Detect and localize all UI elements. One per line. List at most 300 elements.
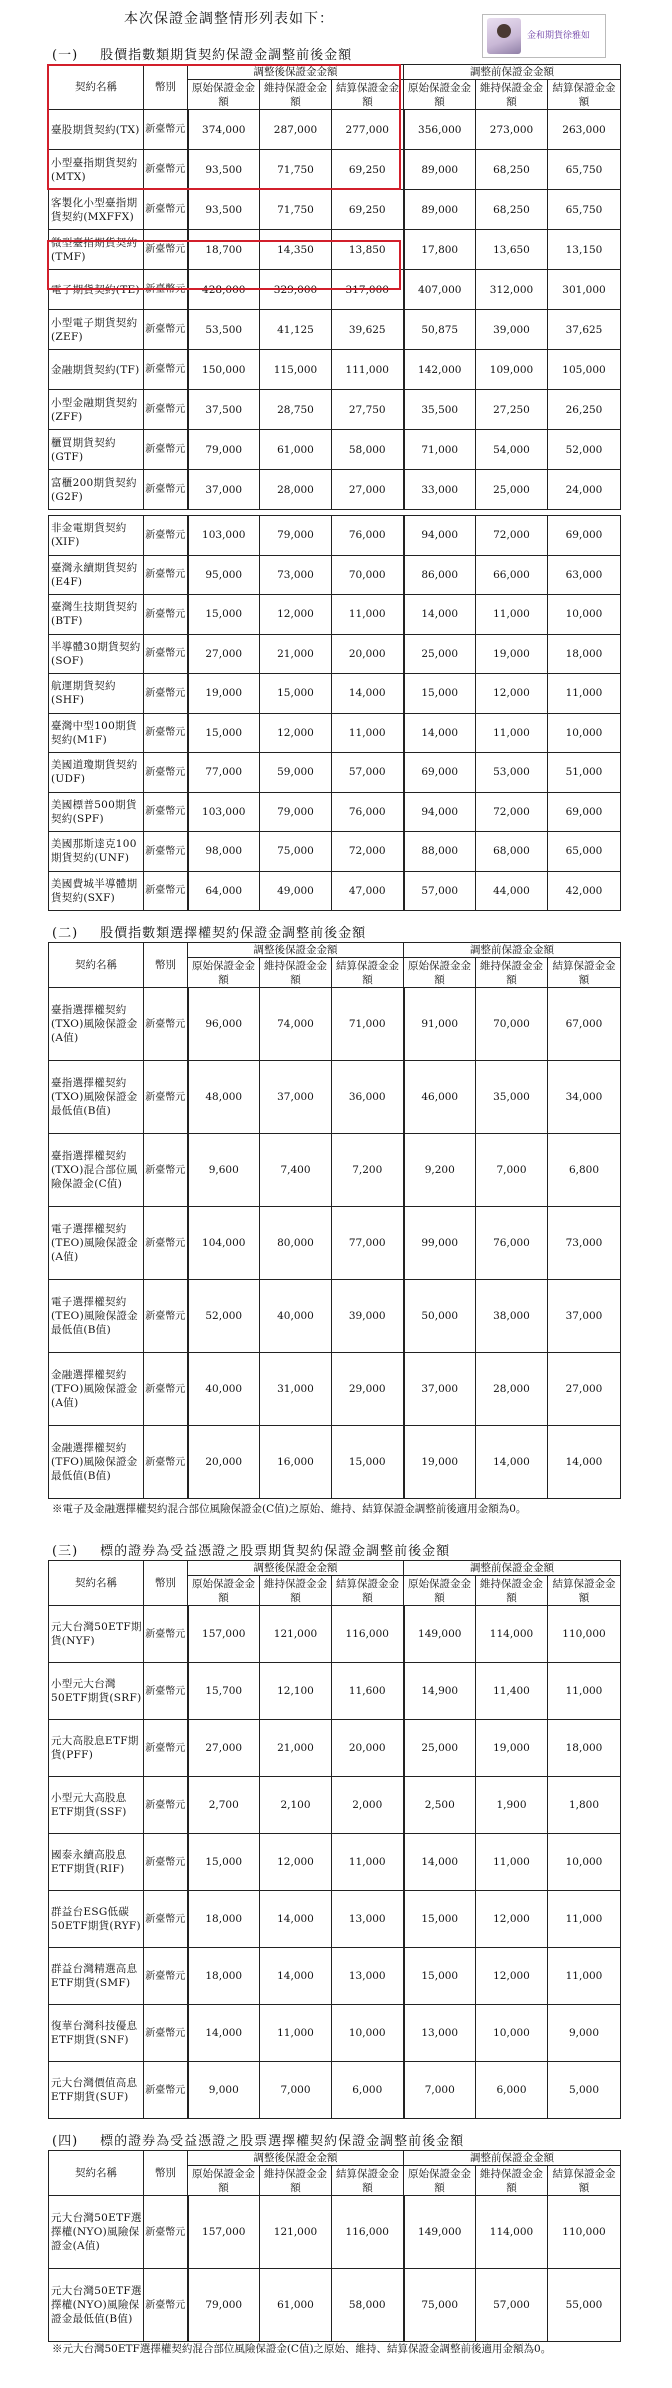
margin-value: 65,750	[548, 190, 621, 230]
header-currency: 幣別	[144, 1561, 188, 1606]
margin-value: 72,000	[476, 516, 548, 556]
header-contract: 契約名稱	[49, 65, 144, 110]
margin-value: 17,800	[404, 230, 476, 270]
header-after: 調整後保證金金額	[188, 65, 404, 80]
margin-value: 71,000	[332, 988, 404, 1061]
margin-value: 110,000	[548, 1606, 621, 1663]
currency-cell: 新臺幣元	[144, 871, 188, 911]
margin-value: 11,000	[332, 1834, 404, 1891]
header-before: 調整前保證金金額	[404, 943, 621, 958]
table-row	[49, 1720, 621, 1777]
margin-value: 11,000	[332, 595, 404, 635]
currency-cell: 新臺幣元	[144, 110, 188, 150]
margin-value: 114,000	[476, 2196, 548, 2269]
contract-name: 金融選擇權契約(TFO)風險保證金(A值)	[49, 1353, 144, 1426]
margin-value: 15,000	[404, 1948, 476, 2005]
currency-cell: 新臺幣元	[144, 470, 188, 510]
margin-value: 69,000	[404, 753, 476, 793]
margin-value: 57,000	[476, 2269, 548, 2342]
margin-value: 93,500	[188, 190, 260, 230]
margin-value: 73,000	[548, 1207, 621, 1280]
header-orig: 原始保證金金額	[404, 2166, 476, 2196]
margin-value: 116,000	[332, 1606, 404, 1663]
margin-value: 6,800	[548, 1134, 621, 1207]
margin-value: 99,000	[404, 1207, 476, 1280]
margin-value: 37,000	[548, 1280, 621, 1353]
section-1-title: (一) 股價指數類期貨契約保證金調整前後金額	[52, 48, 353, 63]
table-row	[49, 1948, 621, 2005]
margin-value: 15,000	[332, 1426, 404, 1499]
margin-value: 72,000	[332, 832, 404, 872]
margin-value: 68,250	[476, 150, 548, 190]
table-row	[49, 1663, 621, 1720]
header-settle: 結算保證金金額	[332, 80, 404, 110]
table-row	[49, 1207, 621, 1280]
contract-name: 半導體30期貨契約(SOF)	[49, 634, 144, 674]
margin-value: 68,000	[476, 832, 548, 872]
header-currency: 幣別	[144, 2151, 188, 2196]
currency-cell: 新臺幣元	[144, 634, 188, 674]
currency-cell: 新臺幣元	[144, 2196, 188, 2269]
futures-margin-table-2	[48, 515, 621, 911]
header-maint: 維持保證金金額	[476, 80, 548, 110]
margin-value: 115,000	[260, 350, 332, 390]
currency-cell: 新臺幣元	[144, 595, 188, 635]
table-row	[49, 190, 621, 230]
margin-value: 79,000	[188, 2269, 260, 2342]
options-margin-table	[48, 942, 621, 1499]
margin-value: 50,875	[404, 310, 476, 350]
margin-value: 1,800	[548, 1777, 621, 1834]
contract-name: 群益台ESG低碳50ETF期貨(RYF)	[49, 1891, 144, 1948]
margin-value: 109,000	[476, 350, 548, 390]
margin-value: 21,000	[260, 634, 332, 674]
contract-name: 美國費城半導體期貨契約(SXF)	[49, 871, 144, 911]
contract-name: 金融期貨契約(TF)	[49, 350, 144, 390]
margin-value: 27,000	[548, 1353, 621, 1426]
contract-name: 電子選擇權契約(TEO)風險保證金(A值)	[49, 1207, 144, 1280]
currency-cell: 新臺幣元	[144, 1606, 188, 1663]
table-row	[49, 792, 621, 832]
header-maint: 維持保證金金額	[260, 958, 332, 988]
header-currency: 幣別	[144, 65, 188, 110]
contract-name: 群益台灣精選高息ETF期貨(SMF)	[49, 1948, 144, 2005]
margin-value: 29,000	[332, 1353, 404, 1426]
margin-value: 79,000	[260, 516, 332, 556]
currency-cell: 新臺幣元	[144, 1720, 188, 1777]
currency-cell: 新臺幣元	[144, 1426, 188, 1499]
margin-value: 93,500	[188, 150, 260, 190]
currency-cell: 新臺幣元	[144, 555, 188, 595]
margin-value: 11,000	[476, 713, 548, 753]
margin-value: 65,750	[548, 150, 621, 190]
margin-value: 11,400	[476, 1663, 548, 1720]
margin-value: 104,000	[188, 1207, 260, 1280]
margin-value: 31,000	[260, 1353, 332, 1426]
table-row	[49, 230, 621, 270]
margin-value: 6,000	[332, 2062, 404, 2119]
margin-value: 105,000	[548, 350, 621, 390]
header-settle: 結算保證金金額	[548, 958, 621, 988]
margin-value: 11,000	[548, 674, 621, 714]
margin-value: 28,000	[260, 470, 332, 510]
margin-value: 317,000	[332, 270, 404, 310]
margin-value: 80,000	[260, 1207, 332, 1280]
table-row	[49, 470, 621, 510]
note-1: ※電子及金融選擇權契約混合部位風險保證金(C值)之原始、維持、結算保證金調整前後適用金額為0。	[52, 1503, 527, 1515]
margin-value: 35,500	[404, 390, 476, 430]
contract-name: 臺灣中型100期貨契約(M1F)	[49, 713, 144, 753]
table-row	[49, 1426, 621, 1499]
author-badge	[482, 14, 606, 58]
contract-name: 小型金融期貨契約(ZFF)	[49, 390, 144, 430]
header-maint: 維持保證金金額	[260, 2166, 332, 2196]
futures-margin-table-1	[48, 64, 621, 510]
table-row	[49, 2269, 621, 2342]
header-contract: 契約名稱	[49, 2151, 144, 2196]
table-row	[49, 674, 621, 714]
margin-value: 121,000	[260, 1606, 332, 1663]
margin-value: 96,000	[188, 988, 260, 1061]
table-row	[49, 988, 621, 1061]
margin-value: 48,000	[188, 1061, 260, 1134]
table-row	[49, 555, 621, 595]
contract-name: 臺指選擇權契約(TXO)風險保證金最低值(B值)	[49, 1061, 144, 1134]
margin-value: 20,000	[188, 1426, 260, 1499]
margin-value: 2,000	[332, 1777, 404, 1834]
currency-cell: 新臺幣元	[144, 2005, 188, 2062]
table-row	[49, 1280, 621, 1353]
currency-cell: 新臺幣元	[144, 270, 188, 310]
margin-value: 15,000	[188, 713, 260, 753]
margin-value: 20,000	[332, 634, 404, 674]
margin-value: 55,000	[548, 2269, 621, 2342]
margin-value: 69,000	[548, 516, 621, 556]
margin-value: 2,700	[188, 1777, 260, 1834]
currency-cell: 新臺幣元	[144, 430, 188, 470]
intro-text: 本次保證金調整情形列表如下：	[124, 11, 334, 27]
margin-value: 14,000	[548, 1426, 621, 1499]
margin-value: 116,000	[332, 2196, 404, 2269]
margin-value: 18,000	[188, 1948, 260, 2005]
contract-name: 臺指選擇權契約(TXO)混合部位風險保證金(C值)	[49, 1134, 144, 1207]
margin-value: 7,000	[476, 1134, 548, 1207]
margin-value: 312,000	[476, 270, 548, 310]
margin-value: 273,000	[476, 110, 548, 150]
margin-value: 15,000	[404, 1891, 476, 1948]
table-row	[49, 516, 621, 556]
margin-value: 114,000	[476, 1606, 548, 1663]
margin-value: 7,000	[404, 2062, 476, 2119]
margin-value: 263,000	[548, 110, 621, 150]
margin-value: 58,000	[332, 430, 404, 470]
margin-value: 13,150	[548, 230, 621, 270]
contract-name: 臺灣永續期貨契約(E4F)	[49, 555, 144, 595]
margin-value: 64,000	[188, 871, 260, 911]
margin-value: 76,000	[476, 1207, 548, 1280]
contract-name: 電子選擇權契約(TEO)風險保證金最低值(B值)	[49, 1280, 144, 1353]
margin-value: 37,500	[188, 390, 260, 430]
margin-value: 28,750	[260, 390, 332, 430]
currency-cell: 新臺幣元	[144, 832, 188, 872]
section-2-title: (二) 股價指數類選擇權契約保證金調整前後金額	[52, 926, 367, 941]
margin-value: 15,000	[188, 1834, 260, 1891]
margin-value: 68,250	[476, 190, 548, 230]
margin-value: 38,000	[476, 1280, 548, 1353]
margin-value: 19,000	[476, 634, 548, 674]
margin-value: 157,000	[188, 1606, 260, 1663]
margin-value: 12,000	[476, 674, 548, 714]
margin-value: 157,000	[188, 2196, 260, 2269]
header-orig: 原始保證金金額	[404, 958, 476, 988]
contract-name: 金融選擇權契約(TFO)風險保證金最低值(B值)	[49, 1426, 144, 1499]
contract-name: 小型元大台灣50ETF期貨(SRF)	[49, 1663, 144, 1720]
margin-value: 41,125	[260, 310, 332, 350]
margin-value: 407,000	[404, 270, 476, 310]
margin-value: 65,000	[548, 832, 621, 872]
margin-value: 110,000	[548, 2196, 621, 2269]
currency-cell: 新臺幣元	[144, 674, 188, 714]
margin-value: 103,000	[188, 516, 260, 556]
margin-value: 12,000	[260, 595, 332, 635]
header-before: 調整前保證金金額	[404, 1561, 621, 1576]
margin-value: 19,000	[476, 1720, 548, 1777]
contract-name: 櫃買期貨契約(GTF)	[49, 430, 144, 470]
margin-value: 34,000	[548, 1061, 621, 1134]
currency-cell: 新臺幣元	[144, 190, 188, 230]
margin-value: 91,000	[404, 988, 476, 1061]
table-row	[49, 1134, 621, 1207]
contract-name: 元大台灣價值高息ETF期貨(SUF)	[49, 2062, 144, 2119]
margin-value: 25,000	[476, 470, 548, 510]
margin-value: 28,000	[476, 1353, 548, 1426]
margin-value: 329,000	[260, 270, 332, 310]
margin-value: 42,000	[548, 871, 621, 911]
margin-value: 54,000	[476, 430, 548, 470]
header-currency: 幣別	[144, 943, 188, 988]
currency-cell: 新臺幣元	[144, 1207, 188, 1280]
header-orig: 原始保證金金額	[188, 958, 260, 988]
margin-value: 59,000	[260, 753, 332, 793]
header-contract: 契約名稱	[49, 1561, 144, 1606]
margin-value: 10,000	[548, 595, 621, 635]
contract-name: 美國道瓊期貨契約(UDF)	[49, 753, 144, 793]
currency-cell: 新臺幣元	[144, 988, 188, 1061]
margin-value: 14,000	[260, 1948, 332, 2005]
table-row	[49, 270, 621, 310]
table-row	[49, 1061, 621, 1134]
table-row	[49, 1834, 621, 1891]
contract-name: 客製化小型臺指期貨契約(MXFFX)	[49, 190, 144, 230]
margin-value: 18,700	[188, 230, 260, 270]
currency-cell: 新臺幣元	[144, 1948, 188, 2005]
header-before: 調整前保證金金額	[404, 65, 621, 80]
contract-name: 小型元大高股息ETF期貨(SSF)	[49, 1777, 144, 1834]
table-row	[49, 310, 621, 350]
margin-value: 94,000	[404, 792, 476, 832]
header-maint: 維持保證金金額	[476, 958, 548, 988]
margin-value: 74,000	[260, 988, 332, 1061]
header-after: 調整後保證金金額	[188, 2151, 404, 2166]
margin-value: 44,000	[476, 871, 548, 911]
margin-value: 10,000	[548, 713, 621, 753]
margin-value: 79,000	[260, 792, 332, 832]
margin-value: 149,000	[404, 2196, 476, 2269]
margin-value: 73,000	[260, 555, 332, 595]
currency-cell: 新臺幣元	[144, 753, 188, 793]
margin-value: 69,250	[332, 150, 404, 190]
currency-cell: 新臺幣元	[144, 1280, 188, 1353]
margin-value: 69,250	[332, 190, 404, 230]
margin-value: 36,000	[332, 1061, 404, 1134]
margin-value: 15,700	[188, 1663, 260, 1720]
margin-value: 10,000	[476, 2005, 548, 2062]
currency-cell: 新臺幣元	[144, 150, 188, 190]
margin-value: 11,600	[332, 1663, 404, 1720]
margin-value: 301,000	[548, 270, 621, 310]
margin-value: 76,000	[332, 792, 404, 832]
margin-value: 13,000	[332, 1891, 404, 1948]
margin-value: 5,000	[548, 2062, 621, 2119]
margin-value: 21,000	[260, 1720, 332, 1777]
header-settle: 結算保證金金額	[332, 2166, 404, 2196]
margin-value: 58,000	[332, 2269, 404, 2342]
margin-value: 14,000	[404, 595, 476, 635]
table-row	[49, 150, 621, 190]
margin-value: 11,000	[548, 1948, 621, 2005]
contract-name: 元大高股息ETF期貨(PFF)	[49, 1720, 144, 1777]
contract-name: 航運期貨契約(SHF)	[49, 674, 144, 714]
margin-value: 89,000	[404, 190, 476, 230]
margin-value: 1,900	[476, 1777, 548, 1834]
margin-value: 11,000	[548, 1891, 621, 1948]
margin-value: 72,000	[476, 792, 548, 832]
margin-value: 40,000	[188, 1353, 260, 1426]
avatar	[487, 18, 521, 54]
contract-name: 臺指選擇權契約(TXO)風險保證金(A值)	[49, 988, 144, 1061]
margin-value: 39,625	[332, 310, 404, 350]
margin-value: 15,000	[260, 674, 332, 714]
currency-cell: 新臺幣元	[144, 230, 188, 270]
currency-cell: 新臺幣元	[144, 350, 188, 390]
margin-value: 66,000	[476, 555, 548, 595]
contract-name: 美國那斯達克100期貨契約(UNF)	[49, 832, 144, 872]
header-settle: 結算保證金金額	[332, 958, 404, 988]
contract-name: 臺灣生技期貨契約(BTF)	[49, 595, 144, 635]
margin-value: 150,000	[188, 350, 260, 390]
margin-value: 121,000	[260, 2196, 332, 2269]
table-row	[49, 1606, 621, 1663]
table-row	[49, 1777, 621, 1834]
header-orig: 原始保證金金額	[188, 1576, 260, 1606]
margin-value: 25,000	[404, 634, 476, 674]
margin-value: 19,000	[188, 674, 260, 714]
margin-value: 14,900	[404, 1663, 476, 1720]
margin-value: 49,000	[260, 871, 332, 911]
margin-value: 75,000	[404, 2269, 476, 2342]
margin-value: 53,500	[188, 310, 260, 350]
margin-value: 7,000	[260, 2062, 332, 2119]
margin-value: 18,000	[548, 634, 621, 674]
margin-value: 9,000	[548, 2005, 621, 2062]
margin-value: 7,400	[260, 1134, 332, 1207]
contract-name: 美國標普500期貨契約(SPF)	[49, 792, 144, 832]
currency-cell: 新臺幣元	[144, 792, 188, 832]
margin-value: 18,000	[548, 1720, 621, 1777]
margin-value: 46,000	[404, 1061, 476, 1134]
contract-name: 小型電子期貨契約(ZEF)	[49, 310, 144, 350]
header-orig: 原始保證金金額	[404, 80, 476, 110]
margin-value: 47,000	[332, 871, 404, 911]
header-maint: 維持保證金金額	[260, 1576, 332, 1606]
margin-value: 77,000	[332, 1207, 404, 1280]
contract-name: 非金電期貨契約(XIF)	[49, 516, 144, 556]
margin-value: 287,000	[260, 110, 332, 150]
margin-value: 12,100	[260, 1663, 332, 1720]
margin-value: 27,000	[188, 634, 260, 674]
margin-value: 14,000	[260, 1891, 332, 1948]
margin-value: 86,000	[404, 555, 476, 595]
margin-value: 12,000	[260, 1834, 332, 1891]
margin-value: 13,650	[476, 230, 548, 270]
badge-text: 金和期貨徐雅如	[527, 31, 591, 41]
currency-cell: 新臺幣元	[144, 1663, 188, 1720]
margin-value: 37,000	[188, 470, 260, 510]
contract-name: 元大台灣50ETF選擇權(NYO)風險保證金(A值)	[49, 2196, 144, 2269]
margin-value: 71,000	[404, 430, 476, 470]
margin-value: 27,000	[188, 1720, 260, 1777]
margin-value: 69,000	[548, 792, 621, 832]
margin-value: 52,000	[188, 1280, 260, 1353]
section-3-title: (三) 標的證券為受益憑證之股票期貨契約保證金調整前後金額	[52, 1544, 451, 1559]
margin-value: 111,000	[332, 350, 404, 390]
margin-value: 12,000	[476, 1948, 548, 2005]
margin-value: 10,000	[332, 2005, 404, 2062]
margin-value: 79,000	[188, 430, 260, 470]
margin-value: 67,000	[548, 988, 621, 1061]
margin-value: 98,000	[188, 832, 260, 872]
currency-cell: 新臺幣元	[144, 2269, 188, 2342]
note-2: ※元大台灣50ETF選擇權契約混合部位風險保證金(C值)之原始、維持、結算保證金調整前後適用金額為0。	[52, 2343, 552, 2355]
margin-value: 374,000	[188, 110, 260, 150]
margin-value: 33,000	[404, 470, 476, 510]
margin-value: 12,000	[476, 1891, 548, 1948]
margin-value: 57,000	[332, 753, 404, 793]
margin-value: 142,000	[404, 350, 476, 390]
margin-value: 70,000	[332, 555, 404, 595]
table-row	[49, 832, 621, 872]
margin-value: 61,000	[260, 2269, 332, 2342]
margin-value: 94,000	[404, 516, 476, 556]
currency-cell: 新臺幣元	[144, 1834, 188, 1891]
currency-cell: 新臺幣元	[144, 1353, 188, 1426]
header-settle: 結算保證金金額	[548, 80, 621, 110]
margin-value: 14,000	[188, 2005, 260, 2062]
currency-cell: 新臺幣元	[144, 310, 188, 350]
contract-name: 元大台灣50ETF期貨(NYF)	[49, 1606, 144, 1663]
table-row	[49, 753, 621, 793]
margin-value: 70,000	[476, 988, 548, 1061]
table-row	[49, 430, 621, 470]
currency-cell: 新臺幣元	[144, 516, 188, 556]
margin-value: 149,000	[404, 1606, 476, 1663]
margin-value: 37,000	[404, 1353, 476, 1426]
margin-value: 71,750	[260, 190, 332, 230]
currency-cell: 新臺幣元	[144, 1061, 188, 1134]
margin-value: 25,000	[404, 1720, 476, 1777]
margin-value: 24,000	[548, 470, 621, 510]
margin-value: 61,000	[260, 430, 332, 470]
